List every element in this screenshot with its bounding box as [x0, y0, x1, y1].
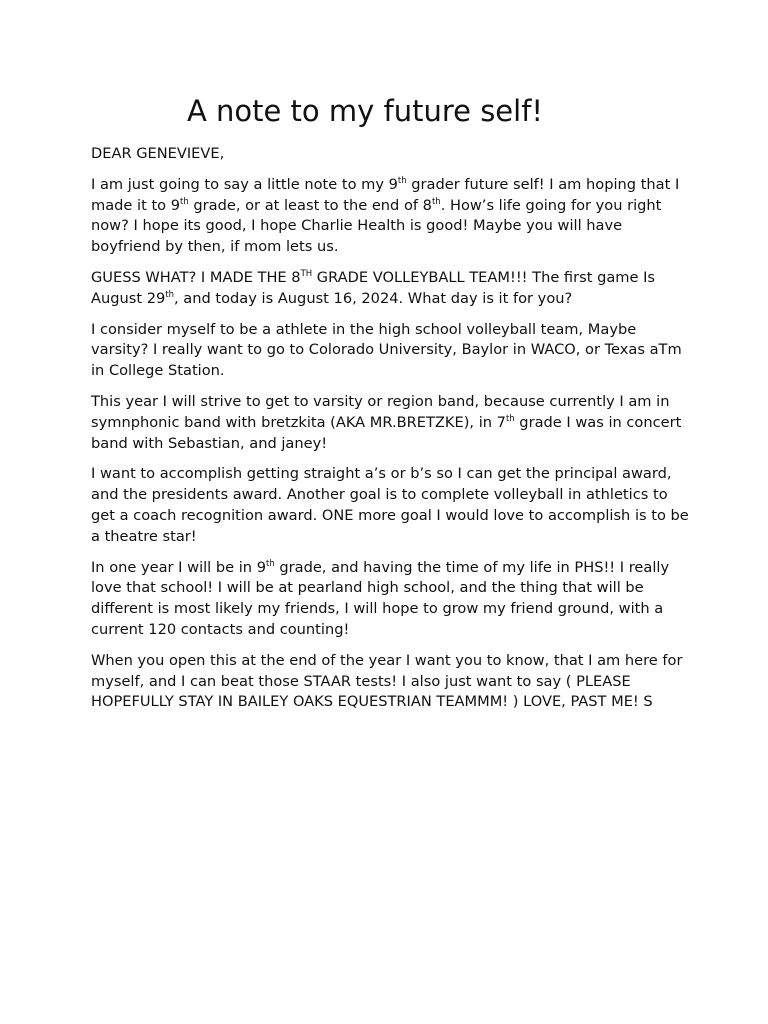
- text-run: This year I will strive to get to varsity or region band, because currently I am in symnphonic band with bretzkita (AKA MR.BRETZKE), in 7: [91, 392, 670, 431]
- text-run: grade, and having the time of my life in PHS!! I really love that school! I will be at pearland high school, and the thing that will be different is most likely my friends, I will hope to grow my friend ground, with a current 120 contacts and counting!: [91, 558, 670, 638]
- document-title: A note to my future self!: [186, 94, 544, 128]
- superscript: th: [397, 175, 407, 186]
- paragraph: [91, 558, 691, 641]
- text-run: GUESS WHAT? I MADE THE 8: [91, 268, 301, 286]
- text-run: . How’s life going for you right now? I hope its good, I hope Charlie Health is good! Maybe you will have boyfriend by then, if mom lets us.: [91, 196, 662, 256]
- paragraph: [91, 651, 691, 713]
- paragraph: [91, 320, 691, 382]
- greeting: DEAR GENEVIEVE,: [91, 145, 225, 162]
- superscript: th: [180, 196, 189, 207]
- text-run: GRADE VOLLEYBALL TEAM!!! The first game Is August 29: [91, 268, 656, 307]
- text-run: grader future self! I am hoping that I made it to 9: [91, 175, 680, 214]
- paragraph: [91, 268, 691, 310]
- superscript: th: [505, 413, 515, 424]
- superscript: TH: [300, 268, 313, 279]
- superscript: th: [165, 289, 175, 300]
- document-body: [91, 144, 691, 723]
- text-run: I am just going to say a little note to my 9: [91, 175, 398, 193]
- text-run: , and today is August 16, 2024. What day is it for you?: [174, 289, 573, 307]
- paragraph: [91, 392, 691, 454]
- paragraph: [91, 175, 691, 258]
- superscript: th: [431, 196, 441, 207]
- text-run: In one year I will be in 9: [91, 558, 266, 576]
- text-run: grade, or at least to the end of 8: [188, 196, 432, 214]
- text-run: grade I was in concert band with Sebastian, and janey!: [91, 413, 682, 452]
- superscript: th: [265, 558, 275, 569]
- text-run: I want to accomplish getting straight a’s or b’s so I can get the principal award, and the presidents award. Another goal is to complete volleyball in athletics to get a coach recognition award. ONE more goal I would love to accomplish is to be a theatre star!: [91, 465, 689, 545]
- paragraph: [91, 464, 691, 547]
- text-run: When you open this at the end of the year I want you to know, that I am here for myself, and I can beat those STAAR tests! I also just want to say ( PLEASE HOPEFULLY STAY IN BAILEY OAKS EQUESTRIAN TEAMMM! ) LOVE, PAST ME! S: [91, 651, 683, 711]
- text-run: I consider myself to be a athlete in the high school volleyball team, Maybe varsity? I really want to go to Colorado University, Baylor in WACO, or Texas aTm in College Station.: [91, 320, 682, 380]
